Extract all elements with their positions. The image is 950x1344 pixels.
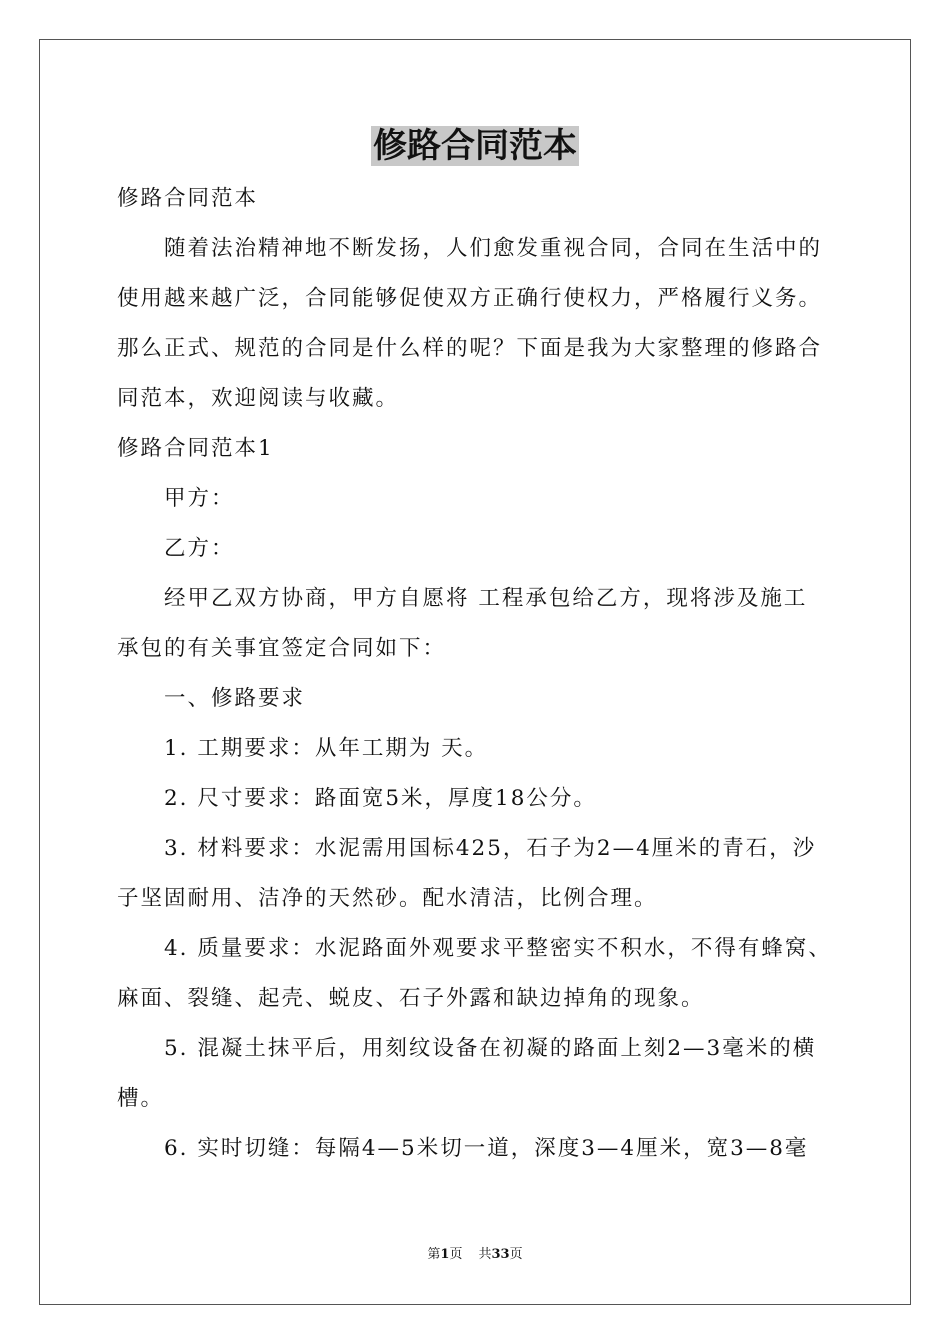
paragraph-line: 那么正式、规范的合同是什么样的呢？下面是我为大家整理的修路合 <box>117 336 823 361</box>
paragraph-line: 随着法治精神地不断发扬，人们愈发重视合同，合同在生活中的 <box>164 236 823 261</box>
clause-heading: 一、修路要求 <box>164 686 306 711</box>
clause-item: 2. 尺寸要求：路面宽5米，厚度18公分。 <box>164 786 597 811</box>
paragraph-line: 使用越来越广泛，合同能够促使双方正确行使权力，严格履行义务。 <box>117 286 823 311</box>
clause-item: 4. 质量要求：水泥路面外观要求平整密实不积水，不得有蜂窝、 <box>164 936 832 961</box>
document-body <box>117 174 837 1174</box>
document-title <box>0 122 950 170</box>
page-footer <box>0 1245 950 1265</box>
paragraph-line: 承包的有关事宜签定合同如下： <box>117 636 447 661</box>
clause-item-continued: 子坚固耐用、洁净的天然砂。配水清洁，比例合理。 <box>117 886 658 911</box>
footer-total-pages: 33 <box>491 1247 510 1262</box>
clause-item: 6. 实时切缝：每隔4—5米切一道，深度3—4厘米，宽3—8毫 <box>164 1136 809 1161</box>
section-heading: 修路合同范本1 <box>117 436 274 461</box>
clause-item: 1. 工期要求：从年工期为 天。 <box>164 736 489 761</box>
clause-item-continued: 槽。 <box>117 1086 165 1111</box>
footer-page-suffix: 页 <box>449 1247 463 1262</box>
footer-page-number: 1 <box>440 1247 450 1262</box>
party-a-line: 甲方： <box>164 486 235 511</box>
subtitle-line: 修路合同范本 <box>117 186 259 211</box>
party-b-line: 乙方： <box>164 536 235 561</box>
paragraph-line: 同范本，欢迎阅读与收藏。 <box>117 386 400 411</box>
footer-total-suffix: 页 <box>509 1247 523 1262</box>
paragraph-line: 经甲乙双方协商，甲方自愿将 工程承包给乙方，现将涉及施工 <box>164 586 808 611</box>
document-title-text: 修路合同范本 <box>373 126 577 166</box>
footer-total-prefix: 共 <box>478 1247 492 1262</box>
clause-item: 3. 材料要求：水泥需用国标425，石子为2—4厘米的青石，沙 <box>164 836 817 861</box>
clause-item-continued: 麻面、裂缝、起壳、蜕皮、石子外露和缺边掉角的现象。 <box>117 986 705 1011</box>
footer-page-prefix: 第 <box>427 1247 441 1262</box>
clause-item: 5. 混凝土抹平后，用刻纹设备在初凝的路面上刻2—3毫米的横 <box>164 1036 817 1061</box>
